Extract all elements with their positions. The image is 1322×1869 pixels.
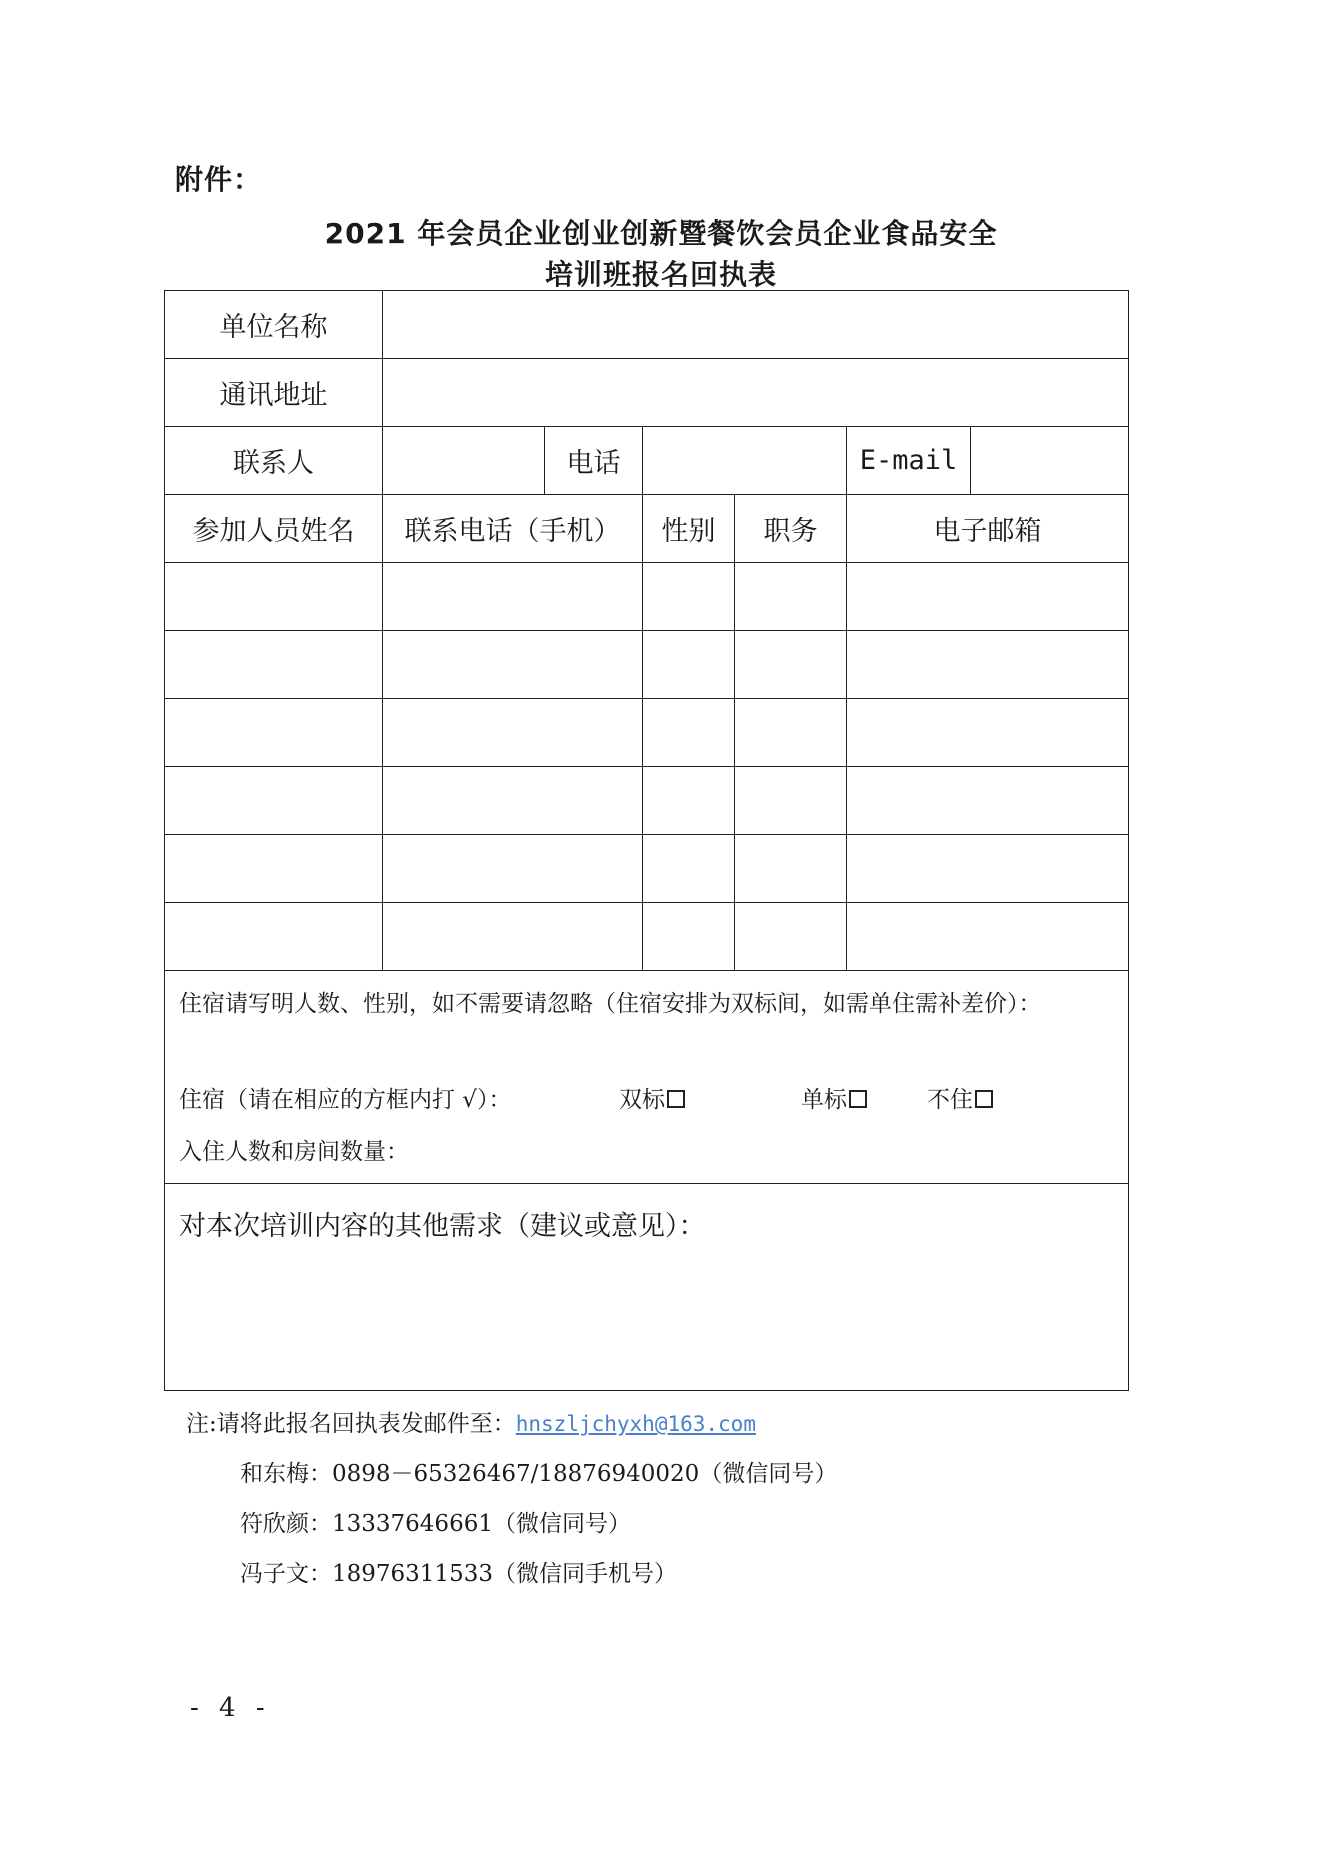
participant-email-cell[interactable] [847, 699, 1129, 767]
address-field[interactable] [383, 359, 1129, 427]
participant-row [165, 767, 1129, 835]
checkbox-icon[interactable] [975, 1090, 993, 1108]
room-count-label: 入住人数和房间数量： [179, 1139, 409, 1165]
participant-gender-cell[interactable] [643, 835, 735, 903]
option-single-label: 单标 [801, 1087, 847, 1113]
other-needs-row [165, 1184, 1129, 1391]
participant-email-cell[interactable] [847, 563, 1129, 631]
participant-row [165, 903, 1129, 971]
header-gender: 性别 [643, 495, 735, 563]
contact-person-label: 联系人 [165, 427, 383, 495]
participant-email-cell[interactable] [847, 835, 1129, 903]
participant-phone-cell[interactable] [383, 835, 643, 903]
participant-gender-cell[interactable] [643, 563, 735, 631]
participant-name-cell[interactable] [165, 835, 383, 903]
participant-position-cell[interactable] [735, 699, 847, 767]
contact-row [165, 427, 1129, 495]
lodging-note: 住宿请写明人数、性别，如不需要请忽略（住宿安排为双标间，如需单住需补差价）： [179, 991, 1042, 1017]
page-number: - 4 - [190, 1693, 271, 1723]
participant-phone-cell[interactable] [383, 563, 643, 631]
participant-name-cell[interactable] [165, 563, 383, 631]
participant-name-cell[interactable] [165, 903, 383, 971]
email-label: E-mail [847, 427, 971, 495]
header-mobile-phone: 联系电话（手机） [383, 495, 643, 563]
participant-row [165, 835, 1129, 903]
other-needs-label: 对本次培训内容的其他需求（建议或意见）： [179, 1211, 706, 1242]
participant-name-cell[interactable] [165, 631, 383, 699]
participant-position-cell[interactable] [735, 767, 847, 835]
lodging-choice [179, 1081, 1079, 1114]
header-email: 电子邮箱 [847, 495, 1129, 563]
lodging-choice-label: 住宿（请在相应的方框内打 √）： [179, 1087, 512, 1113]
participant-phone-cell[interactable] [383, 903, 643, 971]
lodging-row [165, 971, 1129, 1184]
send-email-link[interactable]: hnszljchyxh@163.com [515, 1412, 756, 1436]
participant-row [165, 699, 1129, 767]
address-label: 通讯地址 [165, 359, 383, 427]
participant-position-cell[interactable] [735, 631, 847, 699]
lodging-section [165, 971, 1129, 1184]
option-none-label: 不住 [927, 1087, 973, 1113]
participant-position-cell[interactable] [735, 835, 847, 903]
option-double-label: 双标 [619, 1087, 665, 1113]
contact-person-field[interactable] [383, 427, 545, 495]
participant-gender-cell[interactable] [643, 631, 735, 699]
participant-email-cell[interactable] [847, 767, 1129, 835]
participant-gender-cell[interactable] [643, 699, 735, 767]
option-none[interactable] [927, 1081, 993, 1114]
address-row [165, 359, 1129, 427]
unit-name-row [165, 291, 1129, 359]
participant-name-cell[interactable] [165, 699, 383, 767]
participant-phone-cell[interactable] [383, 631, 643, 699]
send-instruction [186, 1405, 756, 1438]
option-double[interactable] [619, 1081, 685, 1114]
participant-row [165, 563, 1129, 631]
unit-name-label: 单位名称 [165, 291, 383, 359]
participant-email-cell[interactable] [847, 903, 1129, 971]
phone-label: 电话 [545, 427, 643, 495]
option-single[interactable] [801, 1081, 867, 1114]
participant-position-cell[interactable] [735, 903, 847, 971]
participant-header-row [165, 495, 1129, 563]
participant-row [165, 631, 1129, 699]
checkbox-icon[interactable] [849, 1090, 867, 1108]
participant-name-cell[interactable] [165, 767, 383, 835]
participant-phone-cell[interactable] [383, 699, 643, 767]
form-title-line1: 2021 年会员企业创业创新暨餐饮会员企业食品安全 [324, 217, 998, 250]
form-title-line2: 培训班报名回执表 [544, 258, 777, 291]
participant-email-cell[interactable] [847, 631, 1129, 699]
phone-field[interactable] [643, 427, 847, 495]
contact-line: 符欣颜：13337646661（微信同号） [240, 1511, 631, 1537]
registration-form-table [164, 290, 1129, 1391]
participant-gender-cell[interactable] [643, 903, 735, 971]
unit-name-field[interactable] [383, 291, 1129, 359]
participant-gender-cell[interactable] [643, 767, 735, 835]
contact-line: 冯子文：18976311533（微信同手机号） [240, 1561, 677, 1587]
participant-position-cell[interactable] [735, 563, 847, 631]
checkbox-icon[interactable] [667, 1090, 685, 1108]
attachment-label: 附件： [175, 163, 263, 196]
header-participant-name: 参加人员姓名 [165, 495, 383, 563]
contact-line: 和东梅：0898－65326467/18876940020（微信同号） [240, 1461, 838, 1487]
send-prefix: 注:请将此报名回执表发邮件至： [186, 1411, 516, 1437]
participant-phone-cell[interactable] [383, 767, 643, 835]
other-needs-section[interactable] [165, 1184, 1129, 1391]
email-field[interactable] [971, 427, 1129, 495]
header-position: 职务 [735, 495, 847, 563]
